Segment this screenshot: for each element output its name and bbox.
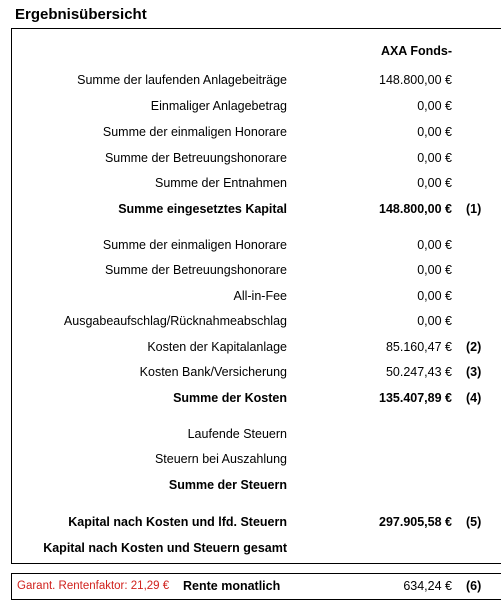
row-label: Summe der Steuern xyxy=(168,478,287,492)
table-row xyxy=(0,238,501,258)
table-row xyxy=(0,289,501,309)
row-value: 0,00 € xyxy=(417,125,452,139)
row-value: 0,00 € xyxy=(417,238,452,252)
row-label: Summe eingesetztes Kapital xyxy=(118,202,287,216)
row-note: (3) xyxy=(466,365,482,379)
table-row xyxy=(0,365,501,385)
table-row xyxy=(0,340,501,360)
table-row xyxy=(0,99,501,119)
row-label: Laufende Steuern xyxy=(187,427,287,441)
table-row xyxy=(0,452,501,472)
row-label: Kapital nach Kosten und Steuern gesamt xyxy=(43,541,287,555)
row-value: 148.800,00 € xyxy=(379,202,452,216)
row-value: 0,00 € xyxy=(417,151,452,165)
table-row xyxy=(0,151,501,171)
garant-rentenfaktor: Garant. Rentenfaktor: 21,29 € xyxy=(17,580,170,592)
row-label: Einmaliger Anlagebetrag xyxy=(150,99,287,113)
row-value: 0,00 € xyxy=(417,289,452,303)
row-value: 0,00 € xyxy=(417,263,452,277)
row-note: (4) xyxy=(466,391,482,405)
row-note: (1) xyxy=(466,202,482,216)
rente-monatlich-value: 634,24 € xyxy=(403,579,452,593)
row-label: Summe der Betreuungshonorare xyxy=(104,151,287,165)
rente-monatlich-note: (6) xyxy=(466,579,482,593)
rente-monatlich-label: Rente monatlich xyxy=(183,579,281,593)
total-row xyxy=(0,478,501,498)
row-label: Summe der Entnahmen xyxy=(154,176,287,190)
table-row xyxy=(0,314,501,334)
total-row xyxy=(0,515,501,535)
total-row xyxy=(0,391,501,411)
row-value: 297.905,58 € xyxy=(379,515,452,529)
table-row xyxy=(0,125,501,145)
row-note: (5) xyxy=(466,515,482,529)
total-row xyxy=(0,541,501,561)
table-row xyxy=(0,176,501,196)
table-row xyxy=(0,263,501,283)
table-row xyxy=(0,427,501,447)
row-label: Kosten Bank/Versicherung xyxy=(139,365,287,379)
row-value: 0,00 € xyxy=(417,99,452,113)
row-value: 85.160,47 € xyxy=(385,340,452,354)
row-value: 135.407,89 € xyxy=(379,391,452,405)
row-label: Summe der einmaligen Honorare xyxy=(102,125,287,139)
row-note: (2) xyxy=(466,340,482,354)
row-label: Summe der Kosten xyxy=(173,391,287,405)
row-label: Kapital nach Kosten und lfd. Steuern xyxy=(68,515,287,529)
column-header: AXA Fonds- xyxy=(380,44,452,58)
page-title: Ergebnisübersicht xyxy=(15,6,147,23)
row-value: 0,00 € xyxy=(417,176,452,190)
row-label: Summe der einmaligen Honorare xyxy=(102,238,287,252)
row-label: Ausgabeaufschlag/Rücknahmeabschlag xyxy=(63,314,287,328)
row-label: Kosten der Kapitalanlage xyxy=(147,340,287,354)
row-label: Summe der laufenden Anlagebeiträge xyxy=(77,73,287,87)
row-label: Steuern bei Auszahlung xyxy=(154,452,287,466)
table-row xyxy=(0,73,501,93)
total-row xyxy=(0,202,501,222)
row-value: 50.247,43 € xyxy=(385,365,452,379)
row-label: All-in-Fee xyxy=(233,289,287,303)
row-value: 148.800,00 € xyxy=(379,73,452,87)
row-label: Summe der Betreuungshonorare xyxy=(104,263,287,277)
row-value: 0,00 € xyxy=(417,314,452,328)
